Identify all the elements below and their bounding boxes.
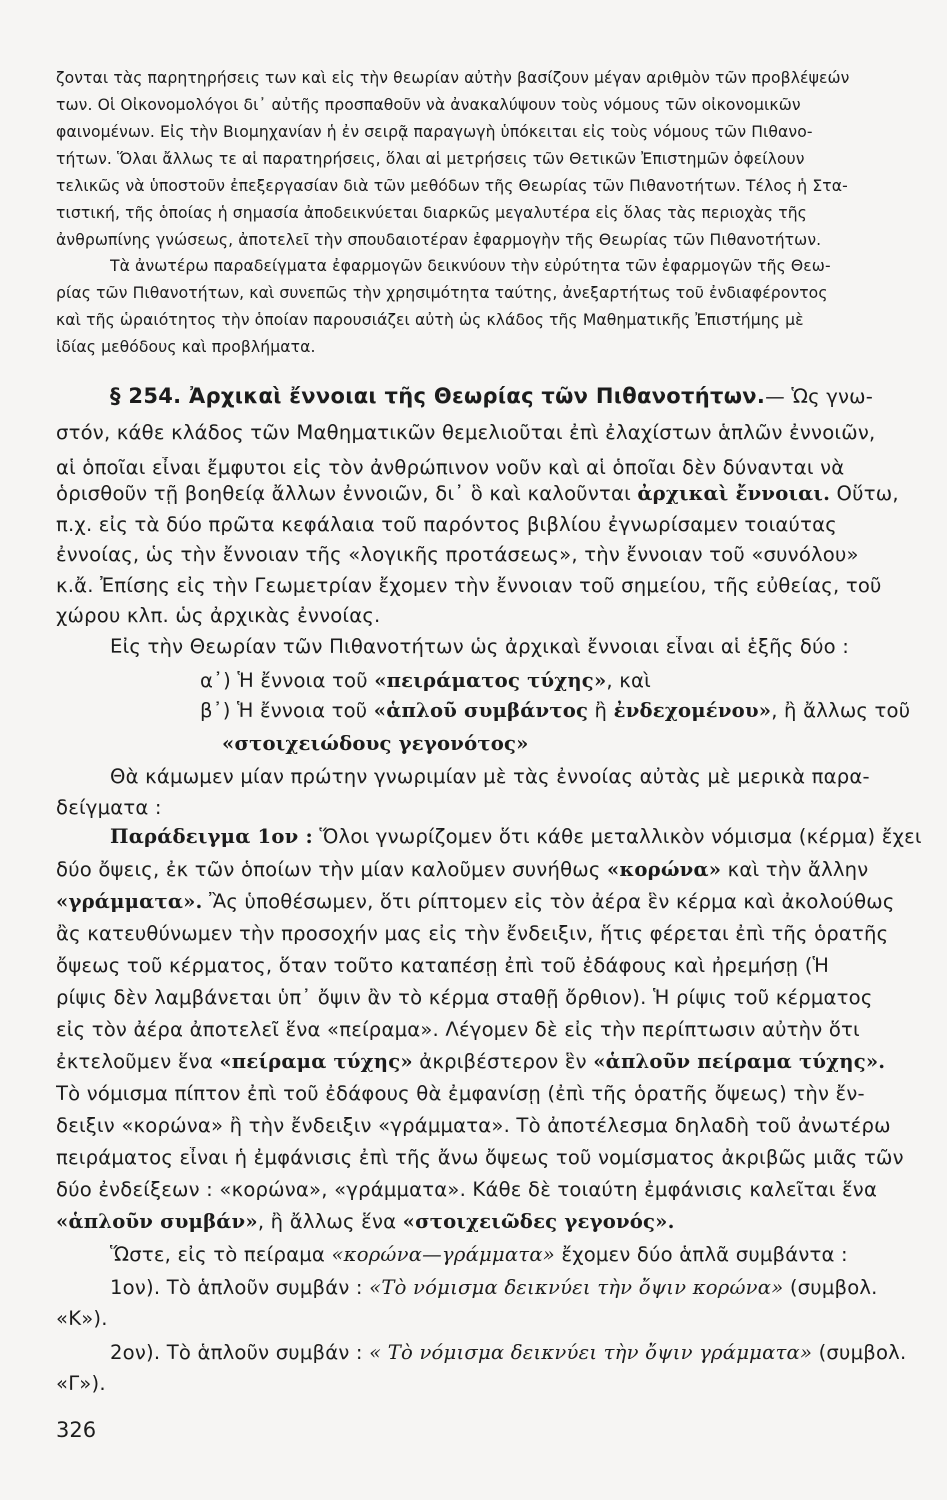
section-heading-line xyxy=(110,384,928,409)
term-peirama-tyxis: «πειράματος τύχης» xyxy=(374,670,607,692)
para2-line: καὶ τῆς ὡραιότητος τὴν ὁποίαν παρουσιάζει αὐτὴ ὡς κλάδος τῆς Μαθηματικῆς Ἐπιστήμης μὲ xyxy=(56,312,804,329)
text-span: καὶ τὴν ἄλλην xyxy=(721,859,869,881)
example-line: πειράματος εἶναι ἡ ἐμφάνισις ἐπὶ τῆς ἄνω ὄψεως τοῦ νομίσματος ἀκριβῶς μιᾶς τῶν xyxy=(56,1147,904,1169)
section-line: Θὰ κάμωμεν μίαν πρώτην γνωριμίαν μὲ τὰς ἐννοίας αὐτὰς μὲ μερικὰ παρα- xyxy=(110,766,870,788)
example-line: Τὸ νόμισμα πίπτον ἐπὶ τοῦ ἐδάφους θὰ ἐμφανίσῃ (ἐπὶ τῆς ὁρατῆς ὄψεως) τὴν ἔν- xyxy=(56,1083,865,1105)
example-line: δύο ἐνδείξεων : «κορώνα», «γράμματα». Κάθε δὲ τοιαύτη ἐμφάνισις καλεῖται ἕνα xyxy=(56,1179,878,1201)
para2-line: Τὰ ἀνωτέρω παραδείγματα ἐφαρμογῶν δεικνύουν τὴν εὐρύτητα τῶν ἐφαρμογῶν τῆς Θεω- xyxy=(110,258,831,275)
section-line xyxy=(56,483,928,506)
term-aploun-peirama: «ἁπλοῦν πείραμα τύχης». xyxy=(593,1051,886,1073)
example-line: ἂς κατευθύνωμεν τὴν προσοχήν μας εἰς τὴν ἔνδειξιν, ἥτις φέρεται ἐπὶ τῆς ὁρατῆς xyxy=(56,923,889,945)
text-span: , ἢ ἄλλως τοῦ xyxy=(771,700,911,722)
section-heading-tail: — Ὡς γνω- xyxy=(765,385,874,408)
intro-line: τήτων. Ὅλαι ἄλλως τε αἱ παρατηρήσεις, ὅλαι αἱ μετρήσεις τῶν Θετικῶν Ἐπιστημῶν ὀφείλουν xyxy=(56,151,805,168)
term-archikai-ennoiai: ἀρχικαὶ ἔννοιαι. xyxy=(637,483,831,505)
section-line: αἱ ὁποῖαι εἶναι ἔμφυτοι εἰς τὸν ἀνθρώπινον νοῦν καὶ αἱ ὁποῖαι δὲν δύνανται νὰ xyxy=(56,457,845,479)
example-line xyxy=(56,1211,928,1234)
event-1 xyxy=(110,1277,928,1300)
text-span: α᾽) Ἡ ἔννοια τοῦ xyxy=(200,670,375,692)
event-2-text: « Τὸ νόμισμα δεικνύει τὴν ὄψιν γράμματα» xyxy=(369,1342,813,1364)
text-span: Οὕτω, xyxy=(830,483,899,505)
event-1-symbol: «Κ»). xyxy=(56,1308,108,1330)
term-stoixeiodes-gegonos: «στοιχειώδους γεγονότος» xyxy=(222,733,529,755)
section-line: κ.ἄ. Ἐπίσης εἰς τὴν Γεωμετρίαν ἔχομεν τὴν ἔννοιαν τοῦ σημείου, τῆς εὐθείας, τοῦ xyxy=(56,575,882,597)
example-line: δειξιν «κορώνα» ἢ τὴν ἔνδειξιν «γράμματα». Τὸ ἀποτέλεσμα δηλαδὴ τοῦ ἀνωτέρω xyxy=(56,1115,891,1137)
item-b xyxy=(200,700,928,723)
example-line xyxy=(56,1051,928,1074)
section-line: ἐννοίας, ὡς τὴν ἔννοιαν τῆς «λογικῆς προτάσεως», τὴν ἔννοιαν τοῦ «συνόλου» xyxy=(56,544,859,566)
text-span: (συμβολ. xyxy=(812,1342,907,1364)
text-span: , ἢ ἄλλως ἕνα xyxy=(257,1211,403,1233)
event-2-symbol: «Γ»). xyxy=(56,1373,106,1395)
example-line xyxy=(110,1244,928,1267)
term-korona-grammata: «κορώνα—γράμματα» xyxy=(331,1244,555,1266)
section-line: χώρου κλπ. ὡς ἀρχικὰς ἐννοίας. xyxy=(56,605,381,627)
section-line: στόν, κάθε κλάδος τῶν Μαθηματικῶν θεμελιοῦται ἐπὶ ἐλαχίστων ἁπλῶν ἐννοιῶν, xyxy=(56,422,876,444)
term-aploun-symvan: «ἁπλοῦ συμβάντος xyxy=(373,700,589,722)
text-span: , καὶ xyxy=(606,670,651,692)
intro-line: τελικῶς νὰ ὑποστοῦν ἐπεξεργασίαν διὰ τῶν μεθόδων τῆς Θεωρίας τῶν Πιθανοτήτων. Τέλος ἡ Στα- xyxy=(56,178,848,195)
text-span: ἐκτελοῦμεν ἕνα xyxy=(56,1051,220,1073)
term-stoixeiodes: «στοιχειῶδες γεγονός». xyxy=(402,1211,675,1233)
example-line xyxy=(110,826,928,849)
example-line: εἰς τὸν ἀέρα ἀποτελεῖ ἕνα «πείραμα». Λέγομεν δὲ εἰς τὴν περίπτωσιν αὐτὴν ὅτι xyxy=(56,1019,860,1041)
text-span: 1ον). Τὸ ἁπλοῦν συμβάν : xyxy=(110,1277,370,1299)
text-span: ἀκριβέστερον ἓν xyxy=(412,1051,594,1073)
term-peirama-tyxis-2: «πείραμα τύχης» xyxy=(219,1051,413,1073)
event-2 xyxy=(110,1342,928,1365)
text-span: ὁρισθοῦν τῇ βοηθείᾳ ἄλλων ἐννοιῶν, δι᾽ ὃ καὶ καλοῦνται xyxy=(56,483,638,505)
event-1-text: «Τὸ νόμισμα δεικνύει τὴν ὄψιν κορώνα» xyxy=(369,1277,784,1299)
intro-line: ἀνθρωπίνης γνώσεως, ἀποτελεῖ τὴν σπουδαιοτέραν ἐφαρμογὴν τῆς Θεωρίας τῶν Πιθανοτήτων. xyxy=(56,232,822,249)
intro-line: ζονται τὰς παρητηρήσεις των καὶ εἰς τὴν θεωρίαν αὐτὴν βασίζουν μέγαν αριθμὸν τῶν προβλέψεών xyxy=(56,70,850,87)
example-line: ρίψις δὲν λαμβάνεται ὑπ᾽ ὄψιν ἂν τὸ κέρμα σταθῇ ὄρθιον). Ἡ ρίψις τοῦ κέρματος xyxy=(56,987,873,1009)
text-span: δύο ὄψεις, ἐκ τῶν ὁποίων τὴν μίαν καλοῦμεν συνήθως xyxy=(56,859,607,881)
item-a xyxy=(200,670,928,693)
section-line: δείγματα : xyxy=(56,797,162,819)
para2-line: ἰδίας μεθόδους καὶ προβλήματα. xyxy=(56,339,316,356)
text-span: ἢ xyxy=(588,700,614,722)
page-number: 326 xyxy=(56,1418,97,1442)
term-aploun-symvan-2: «ἁπλοῦν συμβάν» xyxy=(56,1211,258,1233)
example-line: ὄψεως τοῦ κέρματος, ὅταν τοῦτο καταπέσῃ ἐπὶ τοῦ ἐδάφους καὶ ἠρεμήσῃ (Ἡ xyxy=(56,955,830,977)
intro-line: τιστική, τῆς ὁποίας ἡ σημασία ἀποδεικνύεται διαρκῶς μεγαλυτέρα εἰς ὅλας τὰς περιοχὰς τῆς xyxy=(56,205,807,222)
section-line: Εἰς τὴν Θεωρίαν τῶν Πιθανοτήτων ὡς ἀρχικαὶ ἔννοιαι εἶναι αἱ ἑξῆς δύο : xyxy=(110,636,850,658)
text-span: Ἂς ὑποθέσωμεν, ὅτι ρίπτομεν εἰς τὸν ἀέρα ἓν κέρμα καὶ ἀκολούθως xyxy=(202,891,895,913)
example-label: Παράδειγμα 1ον : xyxy=(110,826,313,848)
text-span: ἔχομεν δύο ἁπλᾶ συμβάντα : xyxy=(554,1244,848,1266)
section-line: π.χ. εἰς τὰ δύο πρῶτα κεφάλαια τοῦ παρόντος βιβλίου ἐγνωρίσαμεν τοιαύτας xyxy=(56,514,837,536)
text-span: 2ον). Τὸ ἁπλοῦν συμβάν : xyxy=(110,1342,370,1364)
intro-line: των. Οἱ Οἰκονομολόγοι δι᾽ αὐτῆς προσπαθοῦν νὰ ἀνακαλύψουν τοὺς νόμους τῶν οἰκονομικῶν xyxy=(56,97,801,114)
term-grammata: «γράμματα». xyxy=(56,891,203,913)
text-span: β᾽) Ἡ ἔννοια τοῦ xyxy=(200,700,374,722)
term-korona: «κορώνα» xyxy=(607,859,722,881)
term-endexomenou: ἐνδεχομένου» xyxy=(613,700,772,722)
item-b-cont xyxy=(222,733,928,756)
text-span: Ὥστε, εἰς τὸ πείραμα xyxy=(110,1244,332,1266)
intro-line: φαινομένων. Εἰς τὴν Βιομηχανίαν ἡ ἐν σειρᾷ παραγωγὴ ὑπόκειται εἰς τοὺς νόμους τῶν Πιθανο- xyxy=(56,124,813,141)
text-span: Ὅλοι γνωρίζομεν ὅτι κάθε μεταλλικὸν νόμισμα (κέρμα) ἔχει xyxy=(312,826,922,848)
example-line xyxy=(56,859,928,882)
example-line xyxy=(56,891,928,914)
para2-line: ρίας τῶν Πιθανοτήτων, καὶ συνεπῶς τὴν χρησιμότητα ταύτης, ἀνεξαρτήτως τοῦ ἐνδιαφέροντος xyxy=(56,285,828,302)
text-span: (συμβολ. xyxy=(783,1277,878,1299)
section-heading: § 254. Ἀρχικαὶ ἔννοιαι τῆς Θεωρίας τῶν Πιθανοτήτων. xyxy=(110,384,766,408)
